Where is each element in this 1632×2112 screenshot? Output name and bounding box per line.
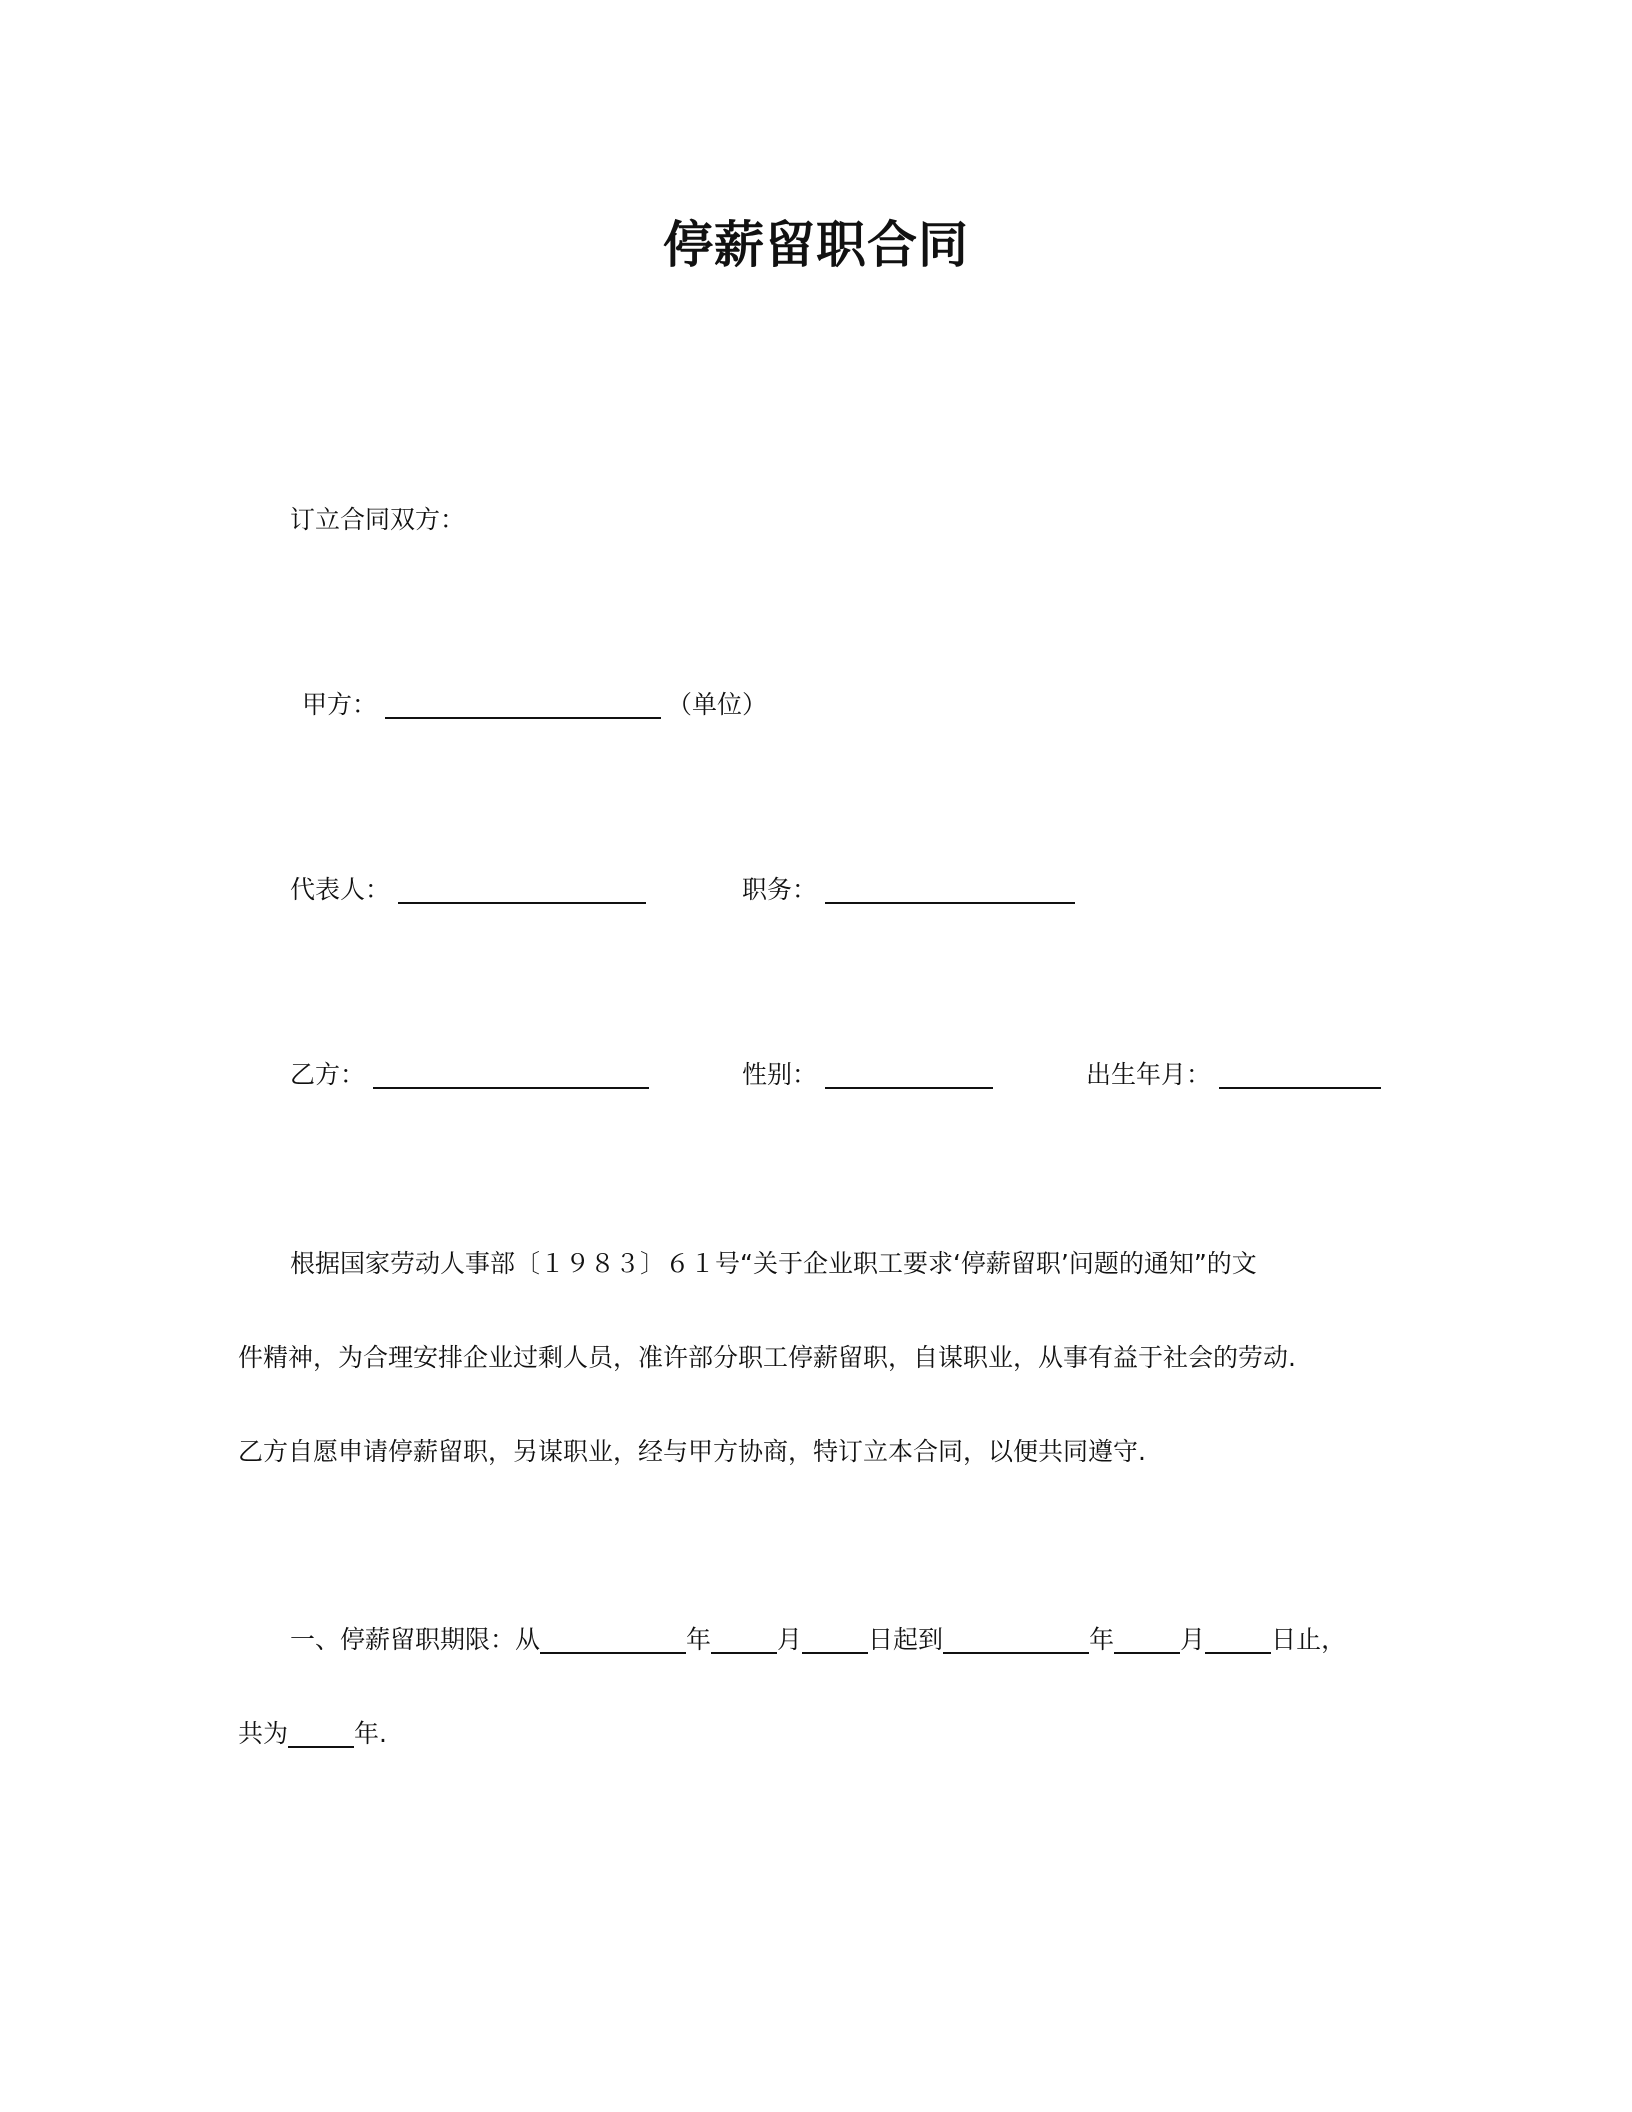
party-b-label: 乙方： <box>290 1060 366 1089</box>
party-b-row <box>290 1055 649 1095</box>
start-month-unit: 月 <box>777 1625 803 1654</box>
position-label: 职务： <box>742 875 818 904</box>
gender-label: 性别： <box>742 1060 818 1089</box>
total-suffix: 年. <box>354 1719 387 1748</box>
clause-1-lead: 一、停薪留职期限：从 <box>290 1625 541 1654</box>
party-a-suffix: （单位） <box>667 690 768 719</box>
end-month-unit: 月 <box>1180 1625 1206 1654</box>
party-a-label: 甲方： <box>302 690 378 719</box>
representative-row <box>290 870 646 910</box>
total-prefix: 共为 <box>238 1719 289 1748</box>
start-day-field[interactable] <box>802 1624 868 1654</box>
gender-row <box>742 1055 993 1095</box>
start-year-field[interactable] <box>540 1624 686 1654</box>
start-month-field[interactable] <box>711 1624 777 1654</box>
position-row <box>742 870 1075 910</box>
end-year-unit: 年 <box>1089 1625 1115 1654</box>
birth-date-field[interactable] <box>1219 1059 1381 1089</box>
birth-row <box>1086 1055 1381 1095</box>
preamble-line-3: 乙方自愿申请停薪留职，另谋职业，经与甲方协商，特订立本合同，以便共同遵守. <box>238 1437 1146 1466</box>
clause-1-row <box>290 1620 1346 1660</box>
party-a-row <box>302 685 767 725</box>
representative-label: 代表人： <box>290 875 391 904</box>
end-day-field[interactable] <box>1205 1624 1271 1654</box>
preamble-line-1: 根据国家劳动人事部〔１９８３〕６１号“关于企业职工要求‘停薪留职’问题的通知”的文 <box>290 1249 1257 1278</box>
total-years-field[interactable] <box>288 1718 354 1748</box>
end-month-field[interactable] <box>1114 1624 1180 1654</box>
party-a-name-field[interactable] <box>385 689 661 719</box>
intro-label: 订立合同双方： <box>290 505 466 534</box>
document-title: 停薪留职合同 <box>663 216 969 274</box>
end-day-unit: 日止， <box>1271 1625 1347 1654</box>
start-year-unit: 年 <box>686 1625 712 1654</box>
start-day-unit: 日起到 <box>868 1625 944 1654</box>
birth-label: 出生年月： <box>1086 1060 1212 1089</box>
preamble-line-2: 件精神，为合理安排企业过剩人员，准许部分职工停薪留职，自谋职业，从事有益于社会的劳动. <box>238 1343 1296 1372</box>
clause-1-total-row <box>238 1714 387 1754</box>
representative-name-field[interactable] <box>398 874 646 904</box>
party-b-name-field[interactable] <box>373 1059 649 1089</box>
gender-field[interactable] <box>825 1059 993 1089</box>
position-field[interactable] <box>825 874 1075 904</box>
end-year-field[interactable] <box>943 1624 1089 1654</box>
